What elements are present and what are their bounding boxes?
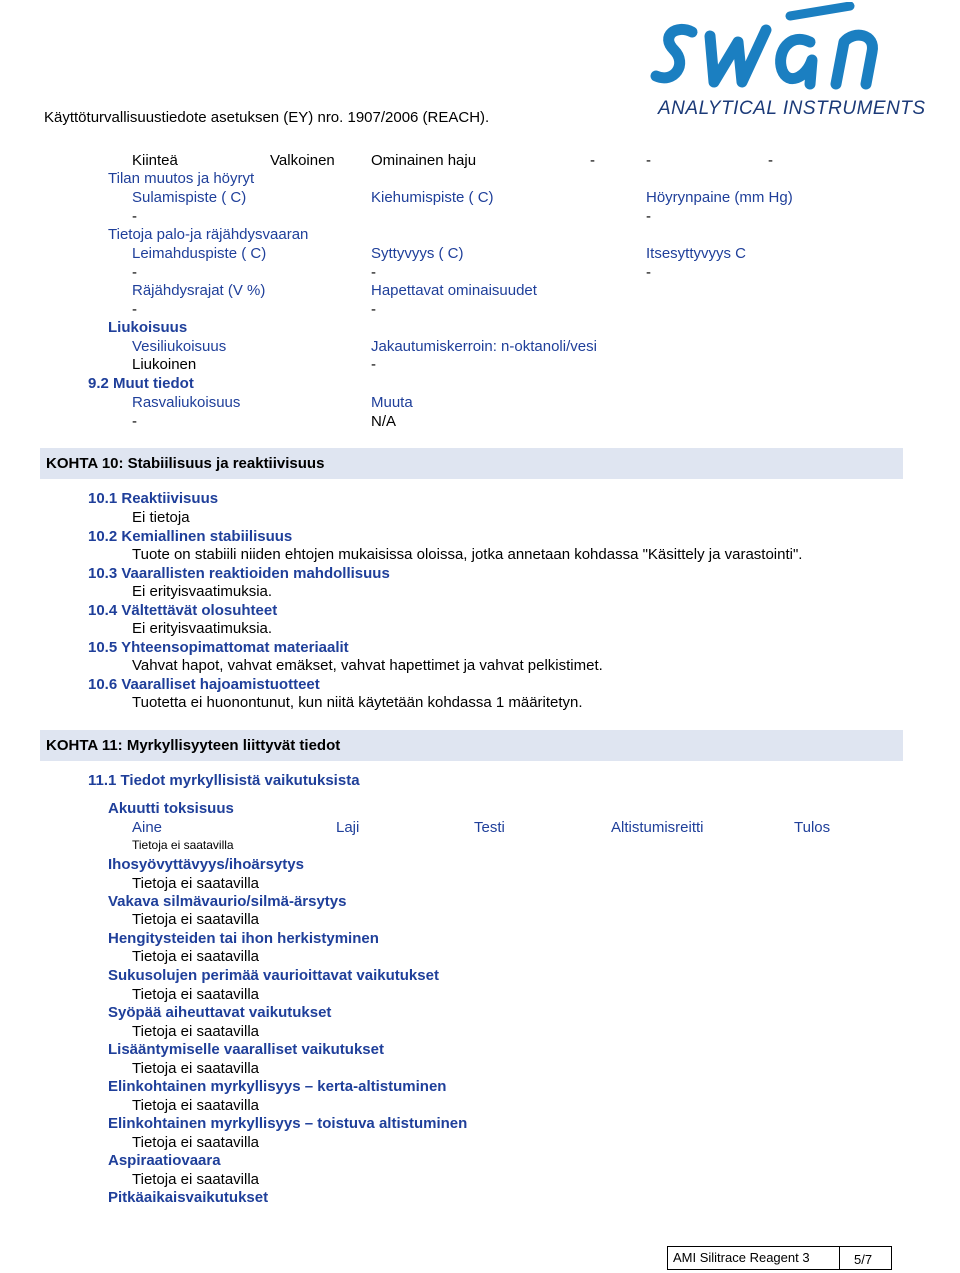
fat-solubility-label: Rasvaliukoisuus (132, 394, 241, 411)
odor-dash-3: - (768, 152, 773, 169)
col-testi: Testi (474, 819, 505, 836)
s10-text-1: Ei tietoja (132, 509, 190, 526)
s10-heading-1: 10.1 Reaktiivisuus (88, 490, 219, 507)
s10-heading-6: 10.6 Vaaralliset hajoamistuotteet (88, 676, 320, 693)
fire-heading: Tietoja palo-ja räjähdysvaaran (108, 226, 309, 243)
effect-text-5: Tietoja ei saatavilla (132, 1023, 260, 1040)
boiling-label: Kiehumispiste ( C) (371, 189, 494, 206)
effect-heading-7: Elinkohtainen myrkyllisyys – kerta-altistuminen (108, 1078, 447, 1095)
effect-heading-6: Lisääntymiselle vaaralliset vaikutukset (108, 1041, 384, 1058)
last-effect-heading: Pitkäaikaisvaikutukset (108, 1189, 269, 1206)
effect-text-1: Tietoja ei saatavilla (132, 875, 260, 892)
phase-heading: Tilan muutos ja höyryt (108, 170, 255, 187)
oxidizing-label: Hapettavat ominaisuudet (371, 282, 537, 299)
vapour-label: Höyrynpaine (mm Hg) (646, 189, 793, 206)
effect-heading-2: Vakava silmävaurio/silmä-ärsytys (108, 893, 347, 910)
autoign-label: Itsesyttyvyys C (646, 245, 747, 262)
solubility-heading: Liukoisuus (108, 319, 188, 336)
s10-heading-4: 10.4 Vältettävät olosuhteet (88, 602, 278, 619)
col-aine: Aine (132, 819, 163, 836)
effect-heading-1: Ihosyövyttävyys/ihoärsytys (108, 856, 304, 873)
ignition-label: Syttyvyys ( C) (371, 245, 464, 262)
odor-value: Ominainen haju (371, 152, 477, 169)
vapour-value: - (646, 208, 651, 225)
s11-subtitle: 11.1 Tiedot myrkyllisistä vaikutuksista (88, 772, 360, 789)
melting-value: - (132, 208, 137, 225)
physical-state: Kiinteä (132, 152, 178, 169)
effect-text-4: Tietoja ei saatavilla (132, 986, 260, 1003)
footer-page-box (839, 1246, 892, 1270)
color-value: Valkoinen (270, 152, 335, 169)
explosive-label: Räjähdysrajat (V %) (132, 282, 266, 299)
water-solubility-value: Liukoinen (132, 356, 197, 373)
effect-heading-3: Hengitysteiden tai ihon herkistyminen (108, 930, 379, 947)
effect-text-9: Tietoja ei saatavilla (132, 1171, 260, 1188)
footer-product: AMI Silitrace Reagent 3 (673, 1250, 810, 1265)
document-title: Käyttöturvallisuustiedote asetuksen (EY) nro. 1907/2006 (REACH). (44, 109, 490, 126)
footer-page: 5/7 (854, 1252, 873, 1267)
flash-value: - (132, 264, 137, 281)
col-laji: Laji (336, 819, 360, 836)
autoign-value: - (646, 264, 651, 281)
effect-heading-5: Syöpää aiheuttavat vaikutukset (108, 1004, 332, 1021)
acute-heading: Akuutti toksisuus (108, 800, 234, 817)
footer-product-box (667, 1246, 840, 1270)
section-10-header (40, 448, 903, 479)
oxidizing-value: - (371, 301, 376, 318)
other-heading: 9.2 Muut tiedot (88, 375, 194, 392)
other-label: Muuta (371, 394, 413, 411)
odor-dash-1: - (590, 152, 595, 169)
effect-heading-4: Sukusolujen perimää vaurioittavat vaikutukset (108, 967, 439, 984)
effect-heading-9: Aspiraatiovaara (108, 1152, 221, 1169)
s10-text-3: Ei erityisvaatimuksia. (132, 583, 273, 600)
acute-text: Tietoja ei saatavilla (132, 838, 234, 852)
effect-text-8: Tietoja ei saatavilla (132, 1134, 260, 1151)
flash-label: Leimahduspiste ( C) (132, 245, 267, 262)
partition-label: Jakautumiskerroin: n-oktanoli/vesi (371, 338, 597, 355)
s10-text-5: Vahvat hapot, vahvat emäkset, vahvat hapettimet ja vahvat pelkistimet. (132, 657, 603, 674)
s10-heading-5: 10.5 Yhteensopimattomat materiaalit (88, 639, 349, 656)
col-altistumisreitti: Altistumisreitti (611, 819, 704, 836)
effect-text-6: Tietoja ei saatavilla (132, 1060, 260, 1077)
section-10-title: KOHTA 10: Stabiilisuus ja reaktiivisuus (46, 455, 325, 472)
swan-logo (640, 2, 926, 122)
effect-heading-8: Elinkohtainen myrkyllisyys – toistuva altistuminen (108, 1115, 468, 1132)
s10-text-6: Tuotetta ei huonontunut, kun niitä käytetään kohdassa 1 määritetyn. (132, 694, 583, 711)
melting-label: Sulamispiste ( C) (132, 189, 247, 206)
odor-dash-2: - (646, 152, 651, 169)
other-value: N/A (371, 413, 397, 430)
effect-text-3: Tietoja ei saatavilla (132, 948, 260, 965)
partition-value: - (371, 356, 376, 373)
section-11-title: KOHTA 11: Myrkyllisyyteen liittyvät tiedot (46, 737, 341, 754)
fat-solubility-value: - (132, 413, 137, 430)
section-11-header (40, 730, 903, 761)
s10-text-4: Ei erityisvaatimuksia. (132, 620, 273, 637)
s10-heading-2: 10.2 Kemiallinen stabiilisuus (88, 528, 293, 545)
s10-text-2: Tuote on stabiili niiden ehtojen mukaisissa oloissa, jotka annetaan kohdassa "Käsittely ja varastointi". (132, 546, 803, 563)
effect-text-7: Tietoja ei saatavilla (132, 1097, 260, 1114)
water-solubility-label: Vesiliukoisuus (132, 338, 227, 355)
ignition-value: - (371, 264, 376, 281)
explosive-value: - (132, 301, 137, 318)
logo-tagline: ANALYTICAL INSTRUMENTS (658, 98, 926, 119)
col-tulos: Tulos (794, 819, 831, 836)
effect-text-2: Tietoja ei saatavilla (132, 911, 260, 928)
s10-heading-3: 10.3 Vaarallisten reaktioiden mahdollisuus (88, 565, 390, 582)
